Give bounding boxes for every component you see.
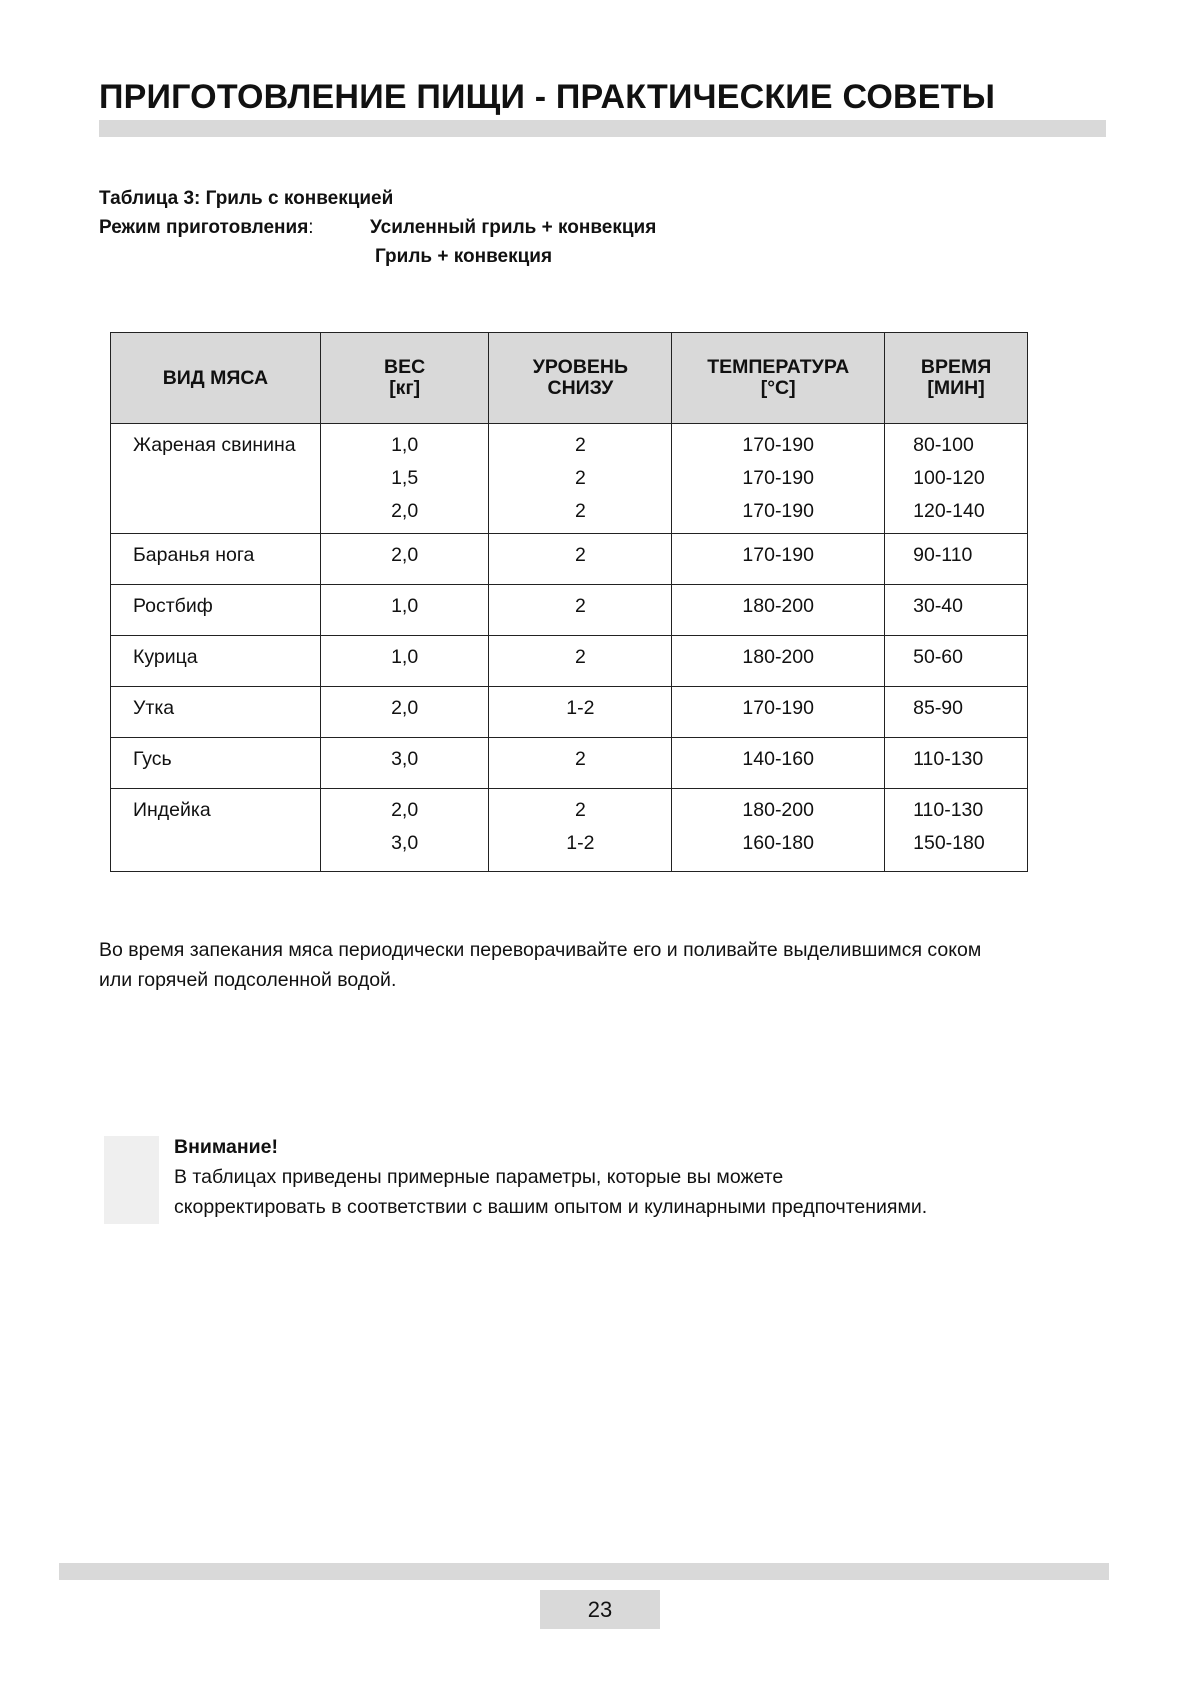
cell-temp	[672, 585, 885, 636]
note-line-2: или горячей подсоленной водой.	[99, 969, 397, 991]
time-value: 80-100	[913, 434, 974, 456]
mode-label: Режим приготовления	[99, 217, 309, 238]
meat-name: Курица	[133, 646, 198, 668]
weight-value: 3,0	[391, 832, 419, 854]
time-value: 120-140	[913, 500, 985, 522]
temp-value: 170-190	[742, 544, 814, 566]
temp-value: 170-190	[742, 467, 814, 489]
cell-weight	[320, 738, 489, 789]
meat-name: Баранья нога	[133, 544, 255, 566]
cell-name	[111, 687, 321, 738]
header-level: УРОВЕНЬ СНИЗУ	[489, 333, 672, 424]
temp-value: 180-200	[742, 595, 814, 617]
time-value: 100-120	[913, 467, 985, 489]
header-meat: ВИД МЯСА	[111, 333, 321, 424]
cell-temp	[672, 636, 885, 687]
cell-time	[885, 424, 1028, 534]
level-value: 2	[574, 799, 586, 821]
warning-block	[174, 1132, 1074, 1222]
level-value: 2	[574, 434, 586, 456]
cell-weight	[320, 636, 489, 687]
time-value: 85-90	[913, 697, 963, 719]
cell-level	[489, 424, 672, 534]
title-divider-bar	[99, 120, 1106, 137]
cell-level	[489, 738, 672, 789]
level-value: 2	[574, 544, 586, 566]
cell-weight	[320, 789, 489, 872]
warning-title: Внимание!	[174, 1136, 278, 1158]
cell-time	[885, 636, 1028, 687]
cell-name	[111, 585, 321, 636]
level-value: 1-2	[566, 832, 595, 854]
level-value: 1-2	[566, 697, 595, 719]
table-body	[111, 424, 1028, 872]
temp-value: 140-160	[742, 748, 814, 770]
cell-time	[885, 585, 1028, 636]
table-row	[111, 534, 1028, 585]
cell-weight	[320, 585, 489, 636]
cell-time	[885, 789, 1028, 872]
weight-value: 2,0	[391, 697, 419, 719]
warning-line-2: скорректировать в соответствии с вашим опытом и кулинарными предпочтениями.	[174, 1196, 928, 1218]
meat-name: Утка	[133, 697, 175, 719]
cell-temp	[672, 738, 885, 789]
time-value: 110-130	[913, 799, 984, 821]
mode-colon: :	[308, 217, 314, 238]
cell-level	[489, 636, 672, 687]
page-title: ПРИГОТОВЛЕНИЕ ПИЩИ - ПРАКТИЧЕСКИЕ СОВЕТЫ	[99, 78, 996, 116]
meat-name: Ростбиф	[133, 595, 213, 617]
header-weight: ВЕС [кг]	[320, 333, 489, 424]
cell-weight	[320, 687, 489, 738]
header-temperature: ТЕМПЕРАТУРА [°С]	[672, 333, 885, 424]
meat-name: Жареная свинина	[133, 434, 296, 456]
table-row	[111, 424, 1028, 534]
table-row	[111, 738, 1028, 789]
cell-level	[489, 534, 672, 585]
weight-value: 1,0	[391, 646, 419, 668]
cell-time	[885, 534, 1028, 585]
header-time: ВРЕМЯ [МИН]	[885, 333, 1028, 424]
table-row	[111, 585, 1028, 636]
weight-value: 3,0	[391, 748, 419, 770]
warning-marker	[104, 1136, 159, 1224]
cell-name	[111, 636, 321, 687]
meat-name: Индейка	[133, 799, 211, 821]
cell-level	[489, 585, 672, 636]
table-header-row	[111, 333, 1028, 424]
weight-value: 2,0	[391, 500, 419, 522]
time-value: 110-130	[913, 748, 984, 770]
warning-line-1: В таблицах приведены примерные параметры, которые вы можете	[174, 1166, 784, 1188]
weight-value: 1,0	[391, 595, 419, 617]
mode-option-2: Гриль + конвекция	[375, 246, 553, 267]
level-value: 2	[574, 748, 586, 770]
level-value: 2	[574, 646, 586, 668]
time-value: 30-40	[913, 595, 963, 617]
mode-label-line	[99, 217, 314, 239]
meat-name: Гусь	[133, 748, 172, 770]
temp-value: 180-200	[742, 646, 814, 668]
cell-temp	[672, 424, 885, 534]
temp-value: 170-190	[742, 500, 814, 522]
cell-time	[885, 738, 1028, 789]
temp-value: 160-180	[742, 832, 814, 854]
level-value: 2	[574, 595, 586, 617]
page-number: 23	[540, 1590, 660, 1629]
temp-value: 170-190	[742, 697, 814, 719]
meat-cooking-table	[110, 332, 1028, 872]
mode-option-1: Усиленный гриль + конвекция	[370, 217, 657, 238]
level-value: 2	[574, 467, 586, 489]
cell-weight	[320, 424, 489, 534]
table-row	[111, 789, 1028, 872]
level-value: 2	[574, 500, 586, 522]
cell-time	[885, 687, 1028, 738]
cell-temp	[672, 789, 885, 872]
temp-value: 180-200	[742, 799, 814, 821]
time-value: 150-180	[913, 832, 985, 854]
cell-name	[111, 424, 321, 534]
table-row	[111, 687, 1028, 738]
weight-value: 2,0	[391, 544, 419, 566]
cell-temp	[672, 687, 885, 738]
cell-level	[489, 789, 672, 872]
basting-note	[99, 935, 1079, 995]
cell-level	[489, 687, 672, 738]
cell-name	[111, 534, 321, 585]
cell-weight	[320, 534, 489, 585]
weight-value: 1,5	[391, 467, 419, 489]
cell-name	[111, 738, 321, 789]
time-value: 90-110	[913, 544, 973, 566]
cell-temp	[672, 534, 885, 585]
weight-value: 2,0	[391, 799, 419, 821]
footer-divider-bar	[59, 1563, 1109, 1580]
table-caption: Таблица 3: Гриль с конвекцией	[99, 188, 394, 209]
cell-name	[111, 789, 321, 872]
time-value: 50-60	[913, 646, 963, 668]
weight-value: 1,0	[391, 434, 419, 456]
table-row	[111, 636, 1028, 687]
note-line-1: Во время запекания мяса периодически переворачивайте его и поливайте выделившимся соком	[99, 939, 982, 961]
temp-value: 170-190	[742, 434, 814, 456]
